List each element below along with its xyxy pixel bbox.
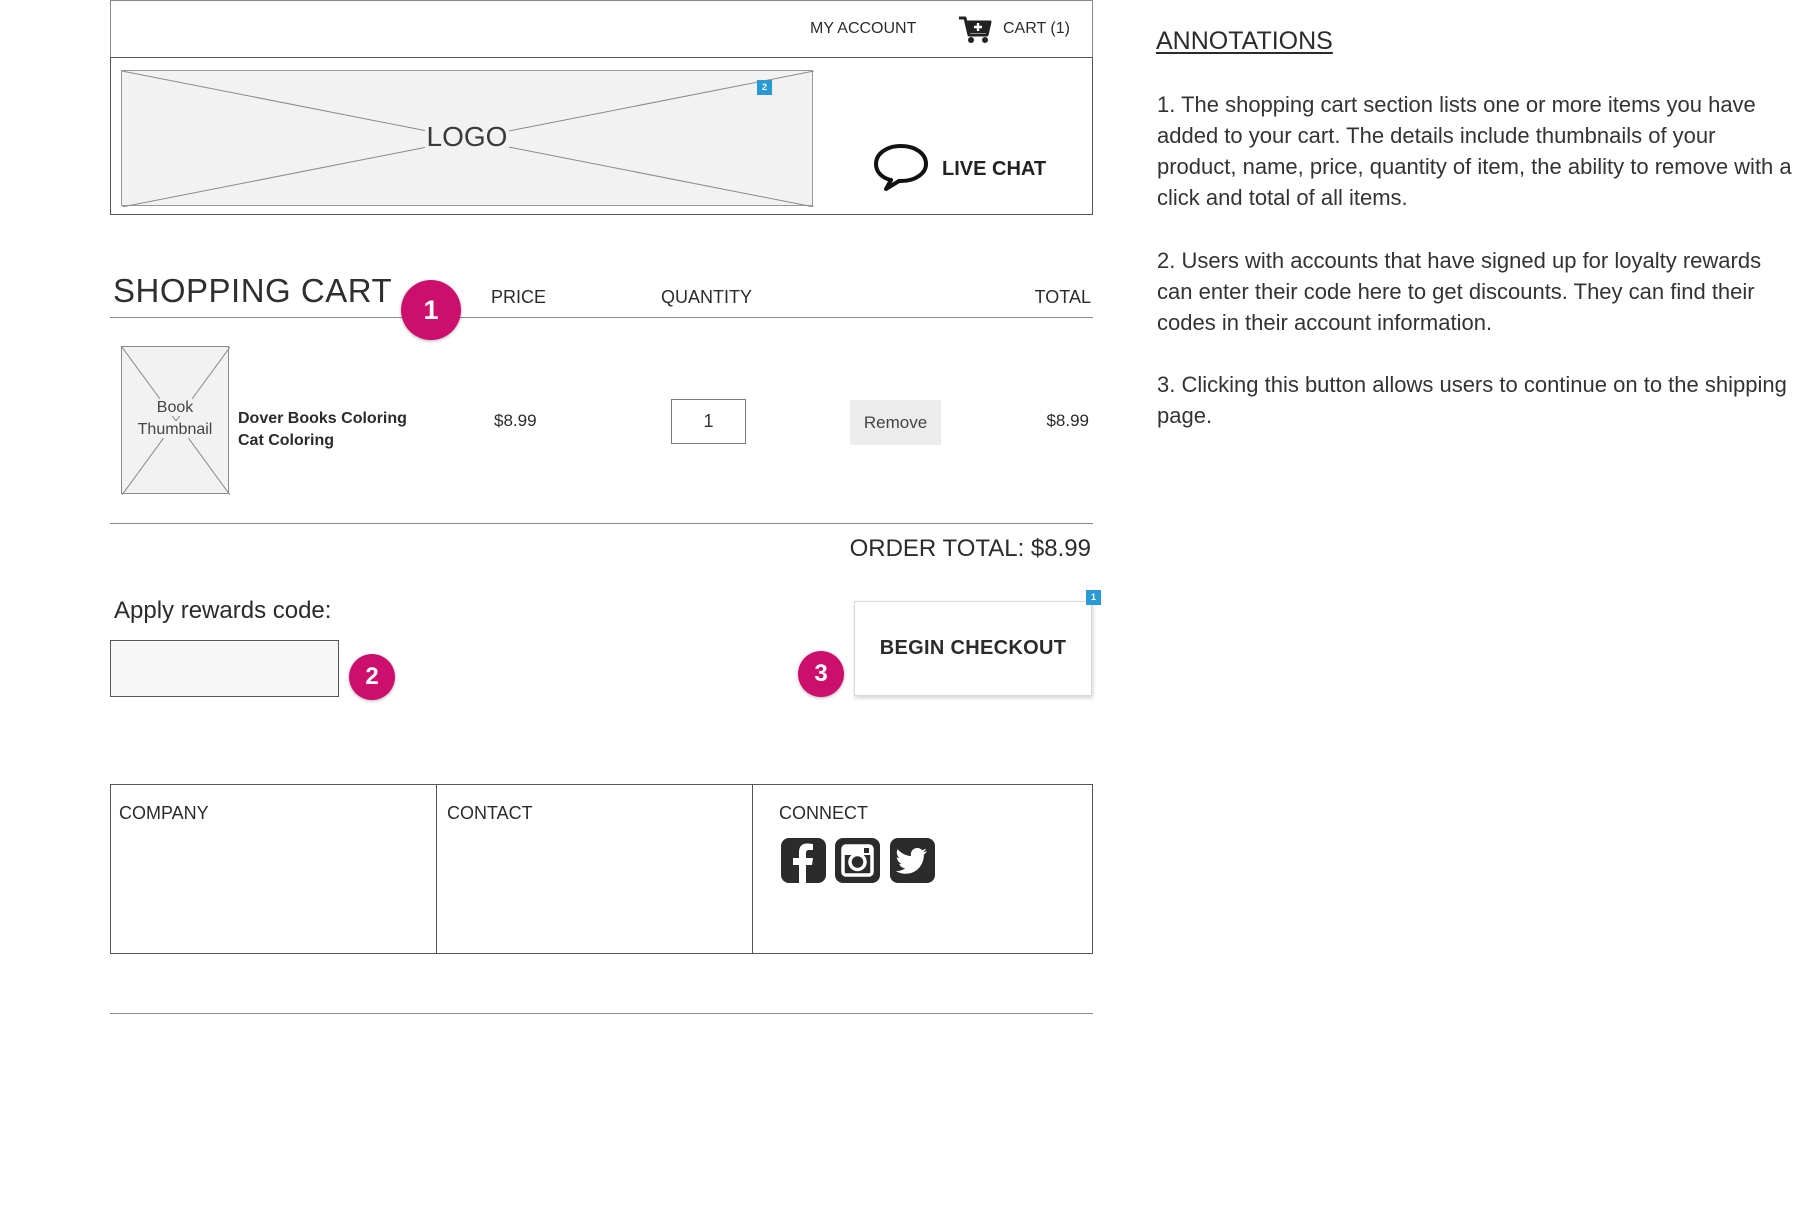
- rewards-code-input[interactable]: [110, 640, 339, 697]
- page-title: SHOPPING CART: [113, 272, 393, 309]
- remove-button[interactable]: Remove: [850, 400, 941, 445]
- begin-checkout-button[interactable]: BEGIN CHECKOUT: [854, 601, 1092, 696]
- column-header-total: TOTAL: [1034, 287, 1091, 307]
- note-badge-1: 1: [1086, 590, 1101, 605]
- rewards-label: Apply rewards code:: [114, 597, 332, 624]
- product-name-line2: Cat Coloring: [238, 432, 334, 449]
- column-header-quantity: QUANTITY: [661, 287, 753, 307]
- footer-contact-heading: CONTACT: [447, 803, 533, 823]
- footer-connect-heading: CONNECT: [779, 803, 868, 823]
- my-account-link[interactable]: MY ACCOUNT: [810, 20, 917, 37]
- thumbnail-label-line1: Book: [156, 399, 194, 416]
- annotations-title: ANNOTATIONS: [1156, 27, 1333, 55]
- item-total: $8.99: [1046, 411, 1089, 430]
- quantity-input[interactable]: [671, 399, 746, 444]
- instagram-icon[interactable]: [835, 838, 880, 883]
- live-chat-label: LIVE CHAT: [942, 158, 1047, 180]
- bottom-divider: [110, 1013, 1093, 1014]
- annotation-note-1: 1. The shopping cart section lists one or more items you have added to your cart. The details include thumbnails of your product, name, price, quantity of item, the ability to remove with a click and total of all items.: [1157, 92, 1792, 210]
- footer-divider: [436, 784, 437, 954]
- live-chat-button[interactable]: [872, 142, 1046, 197]
- column-header-price: PRICE: [491, 287, 547, 307]
- footer: [110, 784, 1093, 954]
- product-name-line1: Dover Books Coloring: [238, 410, 407, 427]
- thumbnail-label-line2: Thumbnail: [137, 421, 213, 438]
- logo-text: LOGO: [426, 121, 508, 152]
- row-divider: [110, 523, 1093, 524]
- top-nav-bar: [110, 0, 1093, 57]
- annotation-note-2: 2. Users with accounts that have signed up for loyalty rewards can enter their code here to get discounts. They can find their codes in their account information.: [1157, 248, 1762, 335]
- note-badge-2: 2: [757, 80, 772, 95]
- chat-bubble-icon: [872, 142, 930, 197]
- footer-divider: [752, 784, 753, 954]
- product-name[interactable]: [238, 408, 418, 452]
- annotation-marker-1: 1: [401, 280, 461, 340]
- header-divider: [110, 317, 1093, 318]
- cart-icon[interactable]: [958, 15, 992, 50]
- item-price: $8.99: [494, 411, 537, 430]
- annotation-marker-2: 2: [349, 654, 395, 700]
- footer-company-heading: COMPANY: [119, 803, 209, 823]
- order-total: ORDER TOTAL: $8.99: [849, 535, 1091, 562]
- annotation-note-3: 3. Clicking this button allows users to continue on to the shipping page.: [1157, 372, 1787, 428]
- annotation-marker-3: 3: [798, 651, 844, 697]
- facebook-icon[interactable]: [781, 838, 826, 883]
- cart-link[interactable]: CART (1): [1003, 20, 1070, 37]
- twitter-icon[interactable]: [890, 838, 935, 883]
- product-thumbnail[interactable]: [121, 346, 229, 494]
- logo-placeholder[interactable]: [121, 70, 813, 206]
